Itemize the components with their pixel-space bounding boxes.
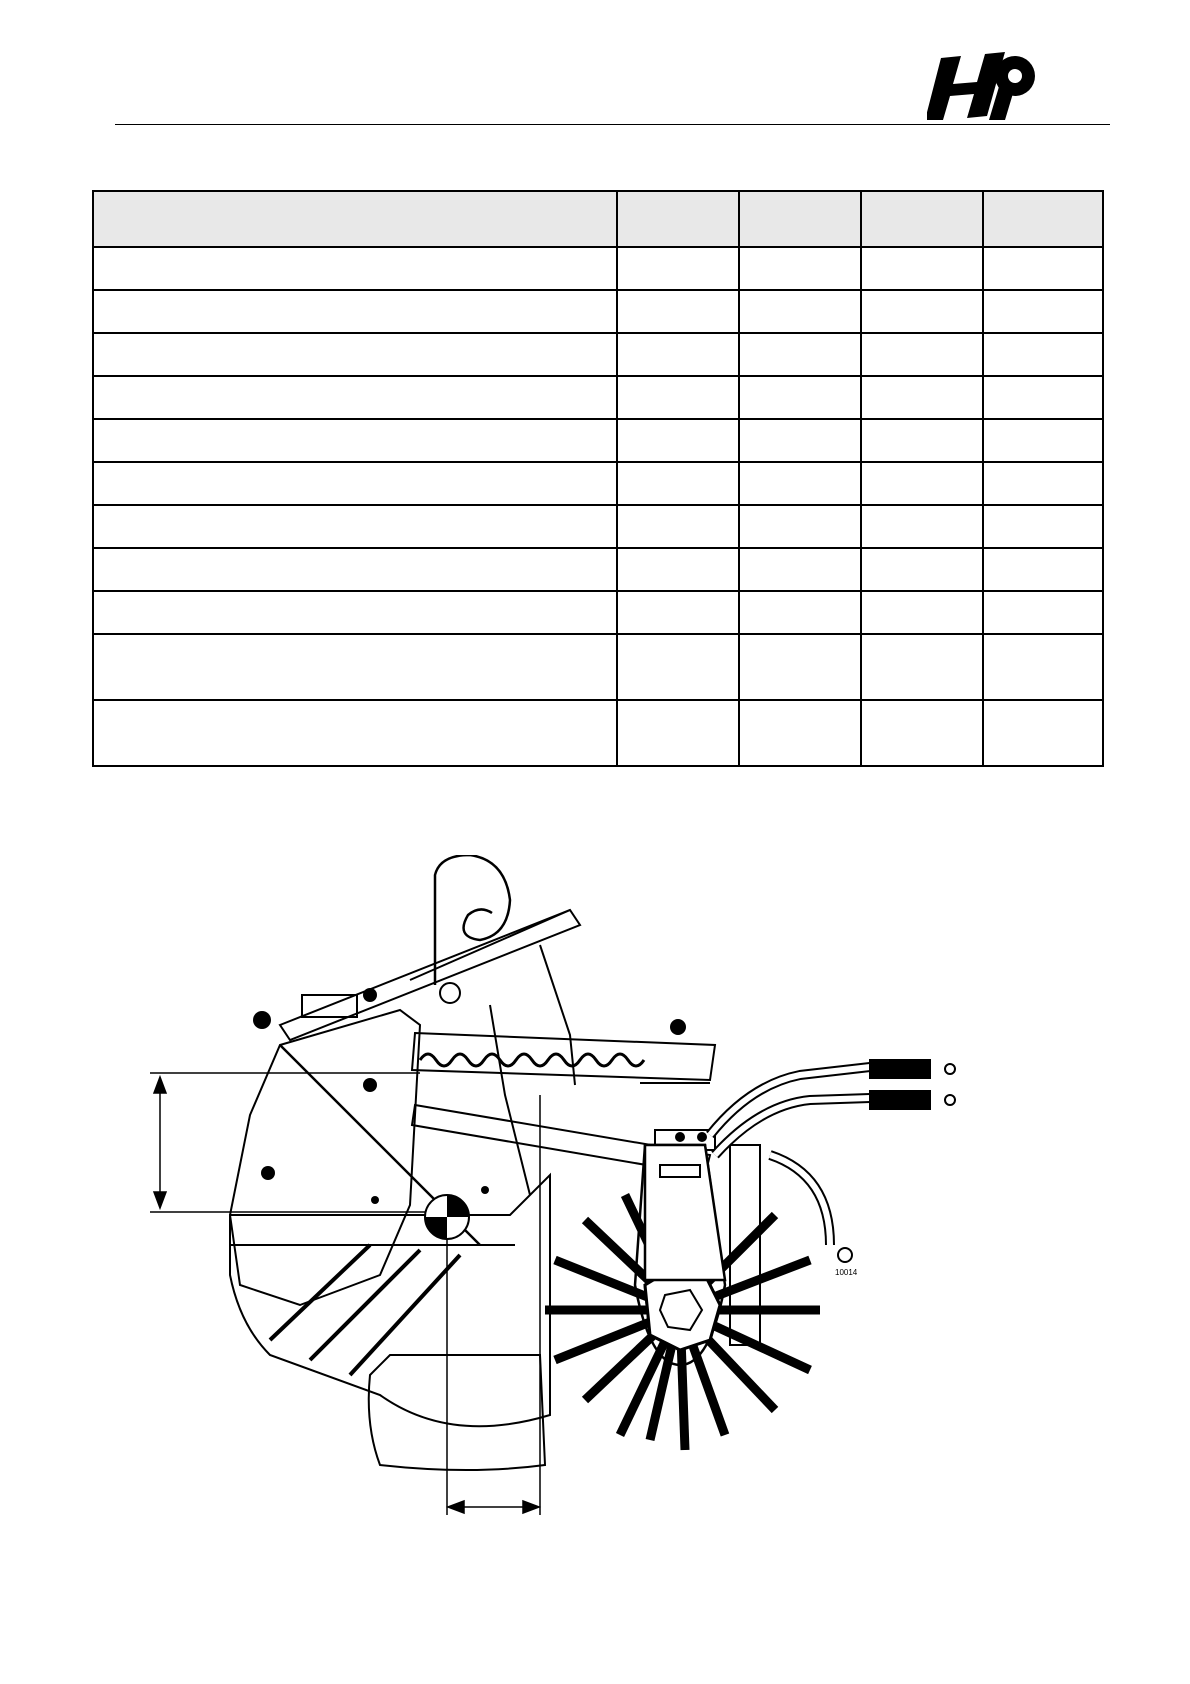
table-cell	[861, 333, 983, 376]
table-cell	[983, 419, 1103, 462]
table-cell	[739, 591, 861, 634]
table-cell	[861, 548, 983, 591]
table-cell	[93, 591, 617, 634]
table-cell	[861, 419, 983, 462]
table-row	[93, 376, 1103, 419]
table-cell	[93, 548, 617, 591]
table-cell	[739, 548, 861, 591]
table-cell	[617, 505, 739, 548]
table-cell	[861, 505, 983, 548]
dust-skirt	[369, 1355, 545, 1470]
table-cell	[983, 462, 1103, 505]
sweeper-drawing	[150, 855, 1060, 1575]
table-row	[93, 333, 1103, 376]
table-row	[93, 634, 1103, 700]
table-cell	[739, 247, 861, 290]
table-cell	[93, 376, 617, 419]
table-cell	[983, 548, 1103, 591]
table-cell	[93, 419, 617, 462]
table-cell	[861, 591, 983, 634]
coupler-upper	[870, 1060, 930, 1078]
table-cell	[983, 376, 1103, 419]
header-rule	[115, 124, 1110, 125]
table-header-cell	[739, 191, 861, 247]
drawing-reference-code: 10014	[835, 1268, 858, 1277]
table-row	[93, 548, 1103, 591]
center-of-gravity-icon	[425, 1195, 469, 1239]
table-header-row	[93, 191, 1103, 247]
table-cell	[983, 700, 1103, 766]
table-cell	[93, 333, 617, 376]
table-cell	[93, 247, 617, 290]
company-logo	[927, 50, 1047, 122]
table-row	[93, 591, 1103, 634]
table-header-cell	[983, 191, 1103, 247]
table-cell	[617, 419, 739, 462]
table-cell	[739, 505, 861, 548]
table-cell	[93, 634, 617, 700]
table-cell	[93, 700, 617, 766]
table-cell	[617, 333, 739, 376]
table-cell	[861, 462, 983, 505]
table-cell	[617, 247, 739, 290]
dimension-lines	[150, 1073, 540, 1515]
table-header-cell	[617, 191, 739, 247]
table-cell	[861, 376, 983, 419]
spec-table	[92, 190, 1104, 767]
table-cell	[739, 376, 861, 419]
table-cell	[93, 462, 617, 505]
table-row	[93, 505, 1103, 548]
table-cell	[617, 548, 739, 591]
table-header-cell	[93, 191, 617, 247]
table-cell	[739, 634, 861, 700]
table-cell	[739, 290, 861, 333]
table-header-cell	[861, 191, 983, 247]
table-cell	[617, 462, 739, 505]
table-cell	[983, 290, 1103, 333]
table-cell	[93, 290, 617, 333]
table-cell	[617, 591, 739, 634]
table-cell	[739, 462, 861, 505]
table-cell	[739, 700, 861, 766]
table-cell	[983, 591, 1103, 634]
upper-beam	[412, 1033, 715, 1080]
table-cell	[617, 376, 739, 419]
table-cell	[739, 333, 861, 376]
table-cell	[739, 419, 861, 462]
pivot-bolts	[253, 988, 707, 1204]
table-row	[93, 247, 1103, 290]
lifting-hook	[435, 855, 510, 985]
coupler-lower	[870, 1091, 930, 1109]
table-row	[93, 290, 1103, 333]
table-cell	[983, 505, 1103, 548]
table-cell	[983, 634, 1103, 700]
table-cell	[861, 290, 983, 333]
tension-spring	[420, 1054, 644, 1066]
table-cell	[861, 700, 983, 766]
pulley	[440, 983, 460, 1003]
table-cell	[861, 247, 983, 290]
table-row	[93, 462, 1103, 505]
table-cell	[93, 505, 617, 548]
table-cell	[983, 333, 1103, 376]
table-row	[93, 419, 1103, 462]
table-cell	[617, 700, 739, 766]
table-cell	[617, 634, 739, 700]
table-cell	[861, 634, 983, 700]
table-cell	[617, 290, 739, 333]
table-row	[93, 700, 1103, 766]
upper-frame-arm	[280, 910, 580, 1040]
table-cell	[983, 247, 1103, 290]
